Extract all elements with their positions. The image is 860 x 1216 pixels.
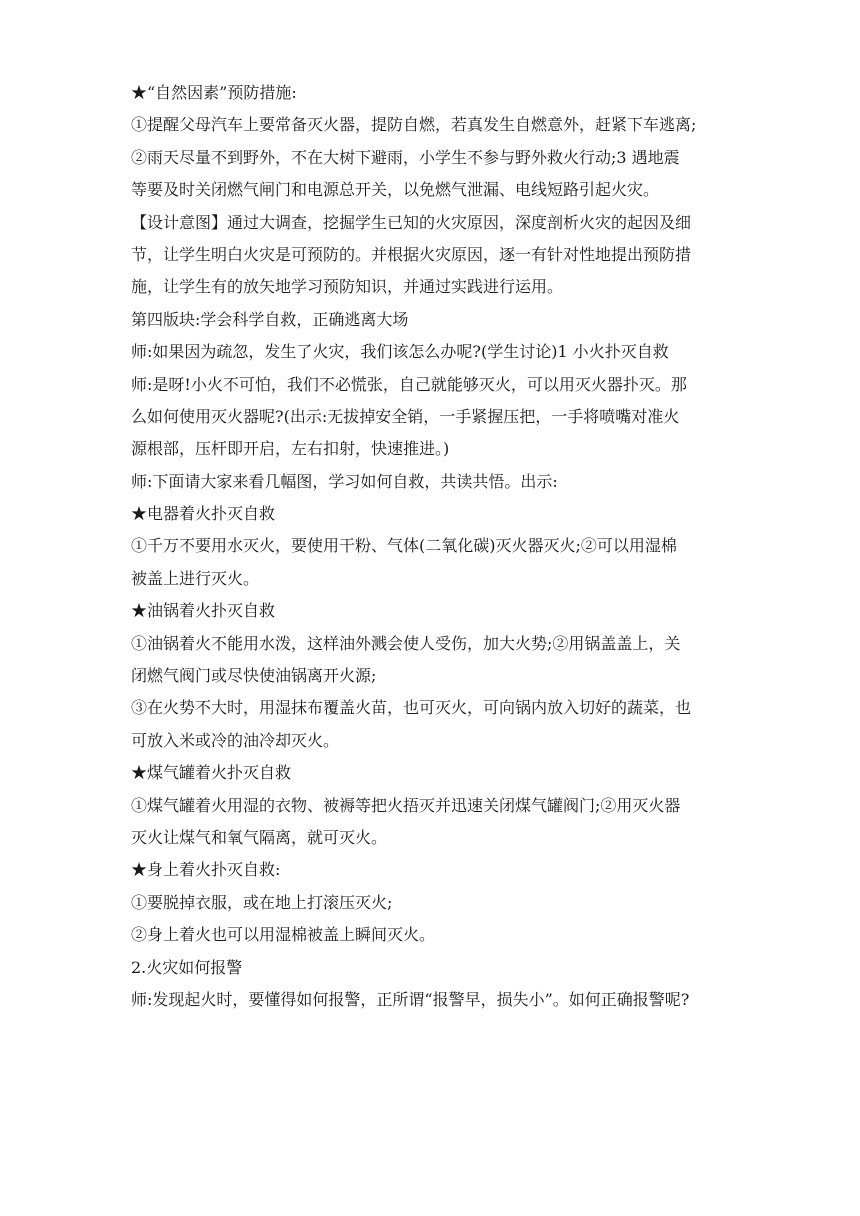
text-line: ①油锅着火不能用水泼，这样油外溅会使人受伤，加大火势;②用锅盖盖上，关 xyxy=(131,633,681,653)
text-line: 闭燃气阀门或尽快使油锅离开火源; xyxy=(131,666,377,686)
text-line: 可放入米或冷的油冷却灭火。 xyxy=(131,730,340,750)
text-line: 施，让学生有的放矢地学习预防知识，并通过实践进行运用。 xyxy=(131,277,564,297)
text-line: 师:发现起火时，要懂得如何报警，正所谓“报警早，损失小”。如何正确报警呢? xyxy=(131,989,690,1009)
text-line: 被盖上进行灭火。 xyxy=(131,568,260,588)
text-line: ★“自然因素”预防措施: xyxy=(131,83,297,102)
text-line: ②雨天尽量不到野外，不在大树下避雨，小学生不参与野外救火行动;3 遇地震 xyxy=(131,147,680,167)
text-line: 师:下面请大家来看几幅图，学习如何自救，共读共悟。出示: xyxy=(131,471,558,491)
text-line: 师:如果因为疏忽，发生了火灾，我们该怎么办呢?(学生讨论)1 小火扑灭自救 xyxy=(131,342,669,362)
text-line: ①提醒父母汽车上要常备灭火器，提防自燃，若真发生自燃意外，赶紧下车逃离; xyxy=(131,115,697,135)
star-heading: ★煤气罐着火扑灭自救 xyxy=(131,763,292,783)
text-line: 么如何使用灭火器呢?(出示:无拔掉安全销，一手紧握压把，一手将喷嘴对准火 xyxy=(131,406,680,426)
text-line: ①煤气罐着火用湿的衣物、被褥等把火捂灭并迅速关闭煤气罐阀门;②用灭火器 xyxy=(131,795,681,815)
star-heading: ★电器着火扑灭自救 xyxy=(131,504,276,524)
text-line: 【设计意图】通过大调查，挖掘学生已知的火灾原因，深度剖析火灾的起因及细 xyxy=(131,212,692,232)
text-line: 源根部，压杆即开启，左右扣射，快速推进。) xyxy=(131,439,450,459)
text-line: ①千万不要用水灭火，要使用干粉、气体(二氧化碳)灭火器灭火;②可以用湿棉 xyxy=(131,536,677,556)
text-line: ③在火势不大时，用湿抹布覆盖火苗，也可灭火，可向锅内放入切好的蔬菜，也 xyxy=(131,698,692,718)
section-heading: 2.火灾如何报警 xyxy=(131,957,243,977)
text-line: 等要及时关闭燃气闸门和电源总开关，以免燃气泄漏、电线短路引起火灾。 xyxy=(131,180,660,200)
text-line: 灭火让煤气和氧气隔离，就可灭火。 xyxy=(131,827,388,847)
text-line: ①要脱掉衣服，或在地上打滚压灭火; xyxy=(131,892,393,912)
star-heading: ★油锅着火扑灭自救 xyxy=(131,601,276,621)
star-heading: ★身上着火扑灭自救: xyxy=(131,860,281,880)
document-body xyxy=(131,77,731,1016)
section-heading: 第四版块:学会科学自救，正确逃离大场 xyxy=(131,309,409,329)
text-line: 节，让学生明白火灾是可预防的。并根据火灾原因，逐一有针对性地提出预防措 xyxy=(131,244,692,264)
text-line: ②身上着火也可以用湿棉被盖上瞬间灭火。 xyxy=(131,925,436,945)
text-line: 师:是呀!小火不可怕，我们不必慌张，自己就能够灭火，可以用灭火器扑灭。那 xyxy=(131,374,687,394)
